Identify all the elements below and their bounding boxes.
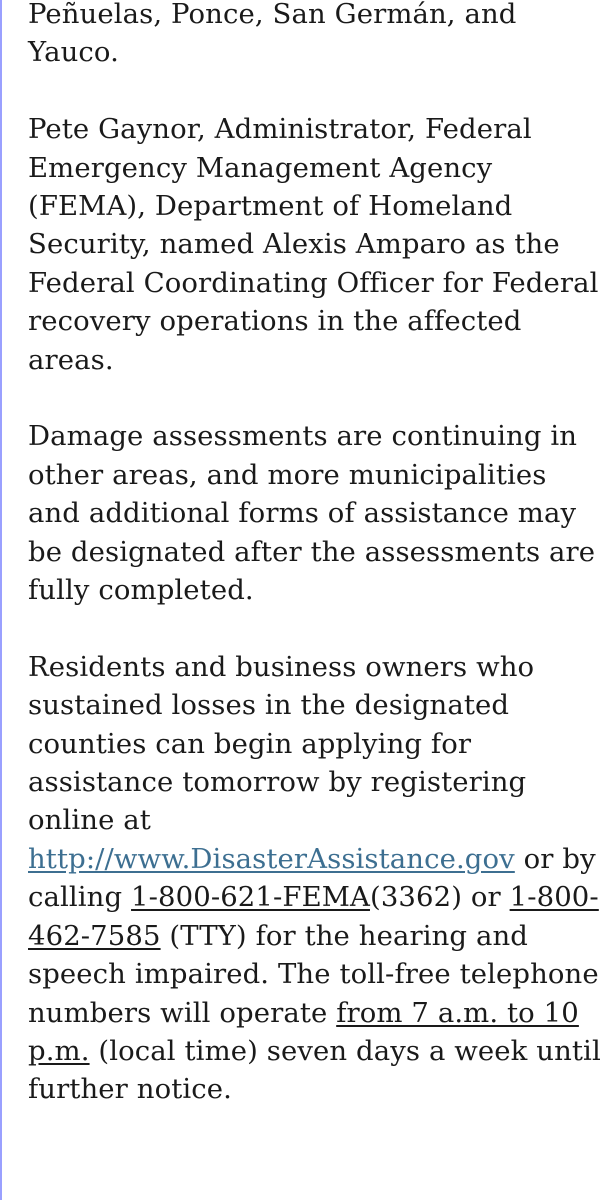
hours-link[interactable]: from 7 a.m. to 10 p.m.	[28, 996, 579, 1067]
text-segment: or by calling	[28, 842, 596, 914]
paragraph-applying-assistance	[28, 648, 603, 1109]
text-segment: (local time) seven days a week until further notice.	[28, 1034, 601, 1106]
text-segment: Residents and business owners who sustained losses in the designated counties can begin applying for assistance tomorrow by registering online at	[28, 650, 535, 837]
tty-phone-link[interactable]: 1-800-462-7585	[28, 881, 599, 952]
text-segment: (TTY) for the hearing and speech impaired. The toll-free telephone numbers will operate	[28, 919, 599, 1029]
text-segment: (3362) or	[369, 881, 510, 914]
left-edge-line	[0, 0, 2, 1200]
fema-phone-link[interactable]: 1-800-621-FEMA	[131, 881, 370, 914]
paragraph-damage-assessments: Damage assessments are continuing in other areas, and more municipalities and additional forms of assistance may be designated after the assessments are fully completed.	[28, 420, 596, 607]
article-body	[28, 0, 603, 1147]
disaster-assistance-link[interactable]: http://www.DisasterAssistance.gov	[28, 842, 515, 875]
paragraph-municipalities: Peñuelas, Ponce, San Germán, and Yauco.	[28, 0, 517, 69]
paragraph-coordinating-officer: Pete Gaynor, Administrator, Federal Emergency Management Agency (FEMA), Department of Homeland Security, named Alexis Amparo as the Federal Coordinating Officer for Federal recovery operations in the affected areas.	[28, 113, 599, 376]
